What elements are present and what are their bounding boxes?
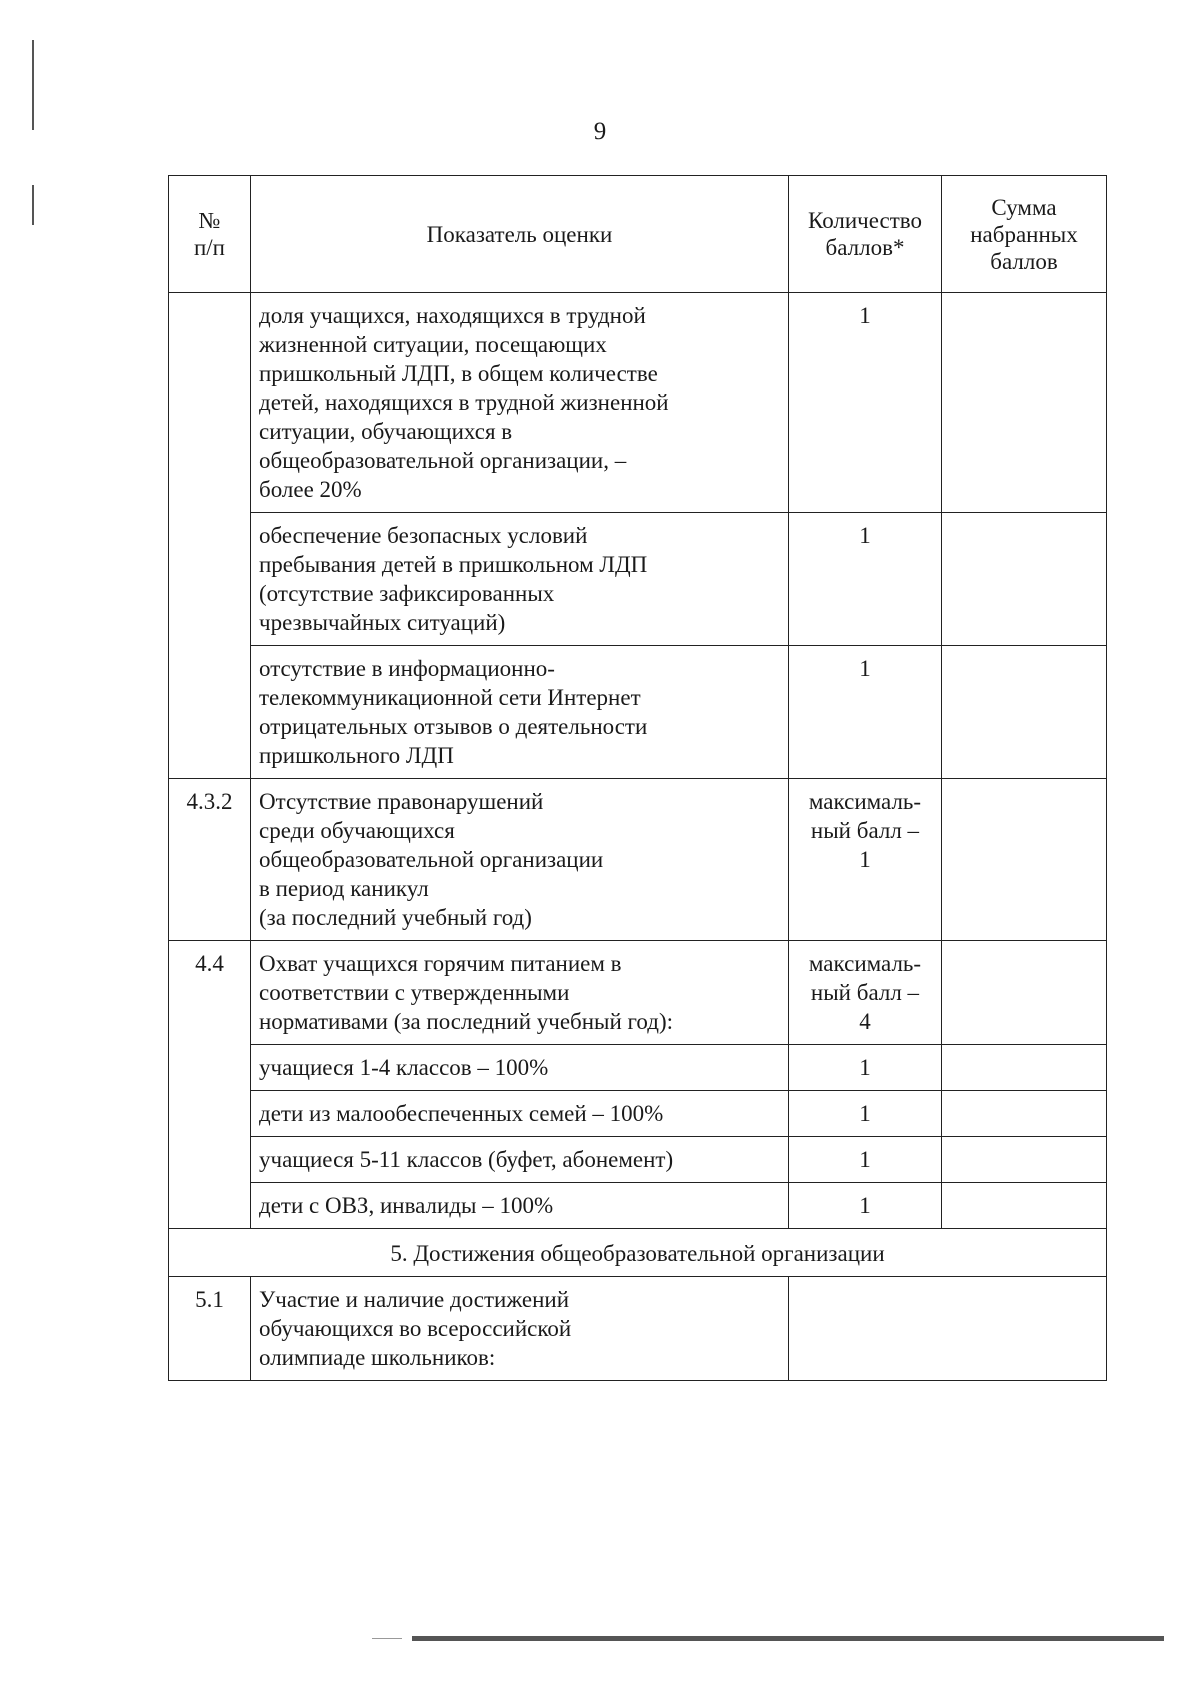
table-row — [169, 779, 1107, 941]
header-indicator: Показатель оценки — [251, 176, 789, 293]
row-points: 1 — [789, 646, 942, 779]
row-sum — [942, 1091, 1107, 1137]
row-indicator: Участие и наличие достижений обучающихся во всероссийской олимпиаде школьников: — [251, 1277, 789, 1381]
section-heading: 5. Достижения общеобразовательной организации — [169, 1229, 1107, 1277]
row-num: 4.4 — [169, 941, 251, 1229]
row-points: 1 — [789, 513, 942, 646]
row-sum — [942, 646, 1107, 779]
row-indicator: Охват учащихся горячим питанием в соответствии с утвержденными нормативами (за последний учебный год): — [251, 941, 789, 1045]
row-sum — [942, 779, 1107, 941]
header-points: Количество баллов* — [789, 176, 942, 293]
row-sum — [942, 1137, 1107, 1183]
row-sum — [942, 1045, 1107, 1091]
row-indicator: учащиеся 5-11 классов (буфет, абонемент) — [251, 1137, 789, 1183]
row-points — [789, 1277, 1107, 1381]
margin-scan-mark — [32, 185, 34, 225]
row-indicator: отсутствие в информационно- телекоммуникационной сети Интернет отрицательных отзывов о деятельности пришкольного ЛДП — [251, 646, 789, 779]
footer-rule-faint — [372, 1638, 402, 1639]
table-row — [169, 513, 1107, 646]
table-row — [169, 1277, 1107, 1381]
row-points: 1 — [789, 293, 942, 513]
table-row — [169, 1137, 1107, 1183]
margin-scan-mark — [32, 40, 34, 130]
row-indicator: учащиеся 1-4 классов – 100% — [251, 1045, 789, 1091]
row-indicator: обеспечение безопасных условий пребывания детей в пришкольном ЛДП (отсутствие зафиксированных чрезвычайных ситуаций) — [251, 513, 789, 646]
table-row — [169, 1091, 1107, 1137]
section-heading-row — [169, 1229, 1107, 1277]
row-sum — [942, 1183, 1107, 1229]
page-number: 9 — [593, 118, 607, 145]
header-sum: Сумма набранных баллов — [942, 176, 1107, 293]
table-row — [169, 293, 1107, 513]
row-points: 1 — [789, 1091, 942, 1137]
row-num: 5.1 — [169, 1277, 251, 1381]
row-points: максималь- ный балл – 4 — [789, 941, 942, 1045]
table-row — [169, 941, 1107, 1045]
row-sum — [942, 513, 1107, 646]
header-num: № п/п — [169, 176, 251, 293]
score-table — [168, 175, 1107, 1381]
table-row — [169, 1045, 1107, 1091]
row-indicator: дети с ОВЗ, инвалиды – 100% — [251, 1183, 789, 1229]
footer-rule — [412, 1636, 1164, 1641]
row-points: 1 — [789, 1183, 942, 1229]
row-sum — [942, 293, 1107, 513]
table-row — [169, 646, 1107, 779]
row-points: максималь- ный балл – 1 — [789, 779, 942, 941]
row-indicator: доля учащихся, находящихся в трудной жизненной ситуации, посещающих пришкольный ЛДП, в общем количестве детей, находящихся в трудной жизненной ситуации, обучающихся в общеобразовательной организации, – более 20% — [251, 293, 789, 513]
table-header-row — [169, 176, 1107, 293]
row-sum — [942, 941, 1107, 1045]
row-points: 1 — [789, 1137, 942, 1183]
row-points: 1 — [789, 1045, 942, 1091]
table-row — [169, 1183, 1107, 1229]
row-num: 4.3.2 — [169, 779, 251, 941]
row-num — [169, 293, 251, 779]
row-indicator: Отсутствие правонарушений среди обучающихся общеобразовательной организации в период каникул (за последний учебный год) — [251, 779, 789, 941]
row-indicator: дети из малообеспеченных семей – 100% — [251, 1091, 789, 1137]
